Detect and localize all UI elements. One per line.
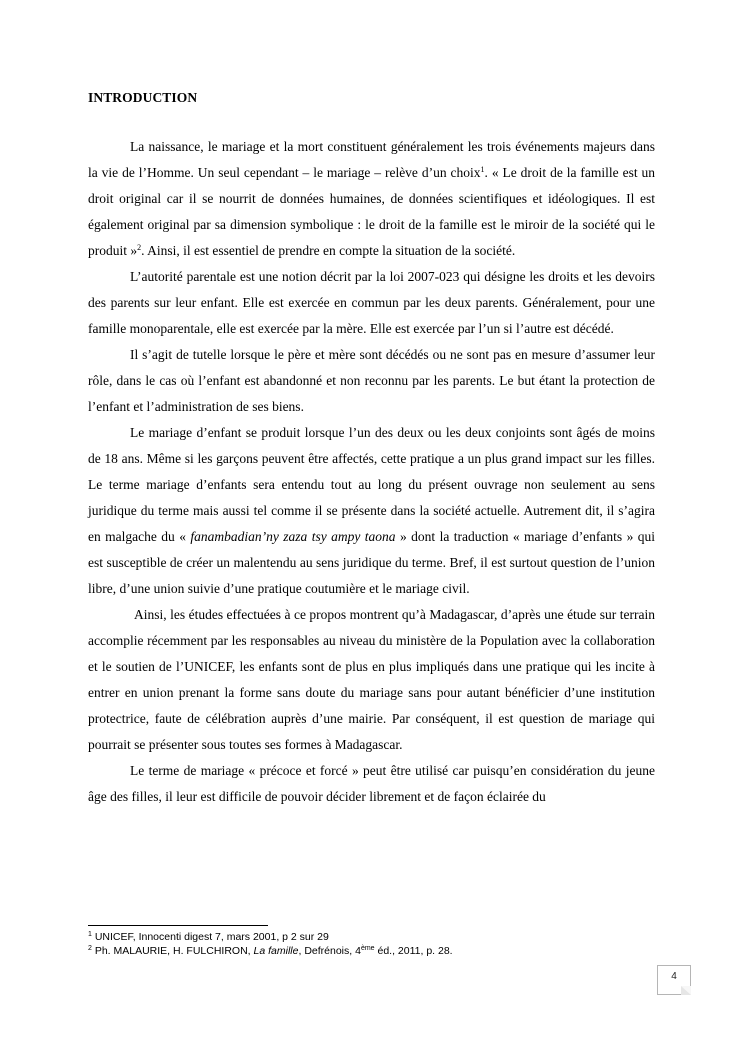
paragraph-5: Ainsi, les études effectuées à ce propos montrent qu’à Madagascar, d’après une étude sur terrain accomplie récemment par les responsables au niveau du ministère de la Population avec la collaboration et le soutien de l’UNICEF, les enfants sont de plus en plus impliqués dans une pratique qui les incite à entrer en union prenant la forme sans doute du mariage sans pour autant bénéficier d’une institution protectrice, faute de célébration auprès d’une mairie. Par conséquent, il est question de mariage qui pourrait se présenter sous toutes ses formes à Madagascar. (88, 607, 655, 752)
page-number-box (657, 965, 691, 995)
page-number: 4 (671, 971, 677, 982)
paragraph-2: L’autorité parentale est une notion décrit par la loi 2007-023 qui désigne les droits et les devoirs des parents sur leur enfant. Elle est exercée en commun par les deux parents. Généralement, pour une famille monoparentale, elle est exercée par la mère. Elle est exercée par l’un si l’autre est décédé. (88, 269, 655, 336)
paragraph-3: Il s’agit de tutelle lorsque le père et mère sont décédés ou ne sont pas en mesure d’assumer leur rôle, dans le cas où l’enfant est abandonné et non reconnu par les parents. Le but étant la protection de l’enfant et l’administration de ses biens. (88, 347, 655, 414)
paragraph-4: Le mariage d’enfant se produit lorsque l’un des deux ou les deux conjoints sont âgés de moins de 18 ans. Même si les garçons peuvent être affectés, cette pratique a un plus grand impact sur les filles. Le terme mariage d’enfants sera entendu tout au long du présent ouvrage non seulement au sens juridique du terme mais aussi tel comme il se présente dans la société actuelle. Autrement dit, il s’agira en malgache du « fanambadian’ny zaza tsy ampy taona » dont la traduction « mariage d’enfants » qui est susceptible de créer un malentendu au sens juridique du terme. Bref, il est surtout question de l’union libre, d’une union suivie d’une pratique coutumière et le mariage civil. (88, 425, 656, 596)
page-curl-icon (681, 986, 691, 995)
footnote-ref-1: 1 (480, 165, 485, 174)
footnotes (88, 930, 648, 958)
paragraph-1: La naissance, le mariage et la mort constituent généralement les trois événements majeurs dans la vie de l’Homme. Un seul cependant – le mariage – relève d’un choix$^1$. « Le droit de la famille est un droit original car il se nourrit de données humaines, de données scientifiques et idéologiques. Il est également original par sa dimension symbolique : le droit de la famille est le miroir de la société qui le produit »$^2$. Ainsi, il est essentiel de prendre en compte la situation de la société. (88, 139, 655, 258)
footnote-separator (88, 925, 268, 926)
body-text (88, 134, 655, 810)
footnote-1: $^1$ UNICEF, Innocenti digest 7, mars 2001, p 2 sur 29 (88, 931, 329, 943)
footnote-2: $^2$ Ph. MALAURIE, H. FULCHIRON, La famille, Defrénois, 4ème éd., 2011, p. 28. (88, 945, 453, 957)
footnote-ref-2: 2 (137, 243, 142, 252)
section-heading: INTRODUCTION (88, 90, 198, 105)
malagasy-term: fanambadian’ny zaza tsy ampy taona (190, 529, 396, 544)
paragraph-6: Le terme de mariage « précoce et forcé » peut être utilisé car puisqu’en considération du jeune âge des filles, il leur est difficile de pouvoir décider librement et de façon éclairée du (88, 763, 655, 804)
